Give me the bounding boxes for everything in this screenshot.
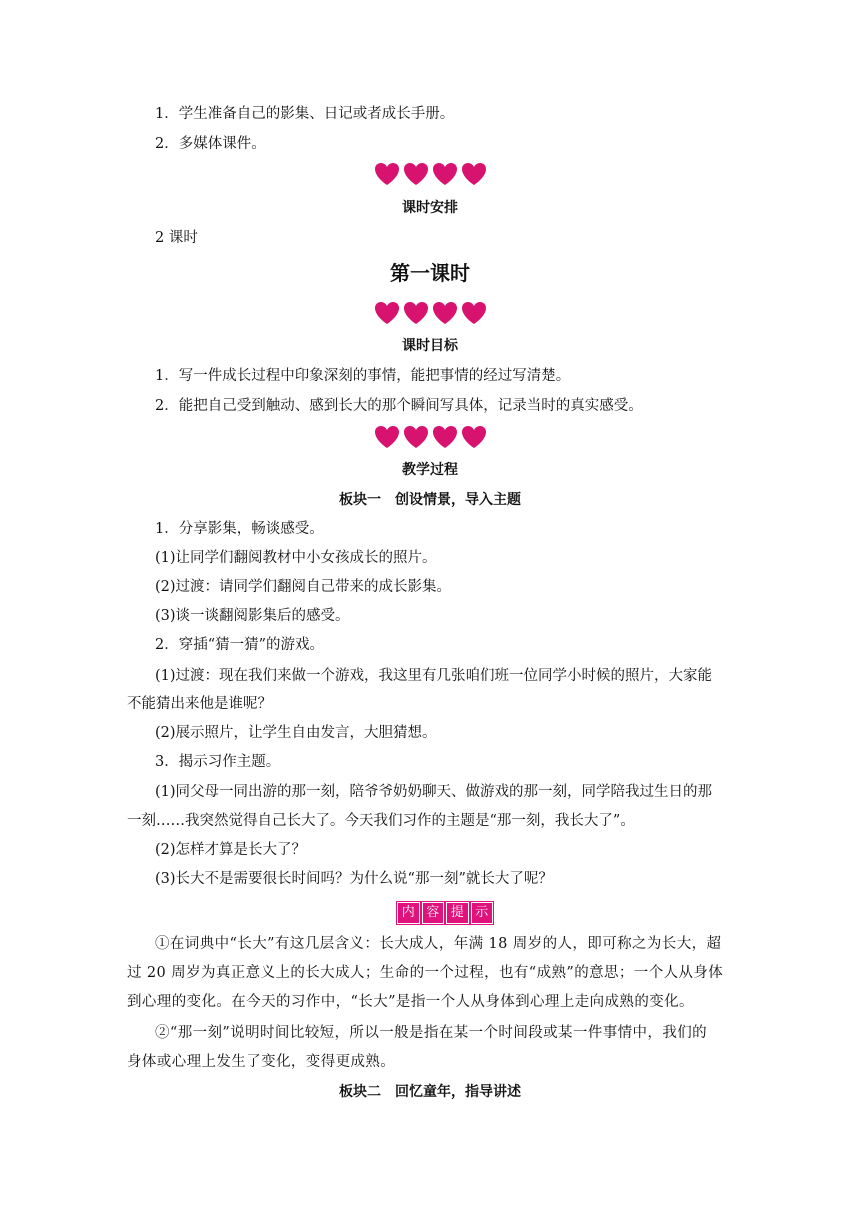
- goal-1: 1．写一件成长过程中印象深刻的事情，能把事情的经过写清楚。: [155, 368, 571, 384]
- heart-icon: [403, 301, 429, 325]
- block1-step-1c: (3)谈一谈翻阅影集后的感受。: [155, 608, 350, 624]
- block1-step-1: 1．分享影集，畅谈感受。: [155, 521, 324, 537]
- badge-char: 提: [446, 902, 469, 924]
- tip-para1-line3: 到心理的变化。在今天的习作中，“长大”是指一个人从身体到心理上走向成熟的变化。: [127, 994, 694, 1010]
- section-divider-hearts: [0, 162, 860, 186]
- badge-char: 内: [397, 902, 420, 924]
- goals-title: 课时目标: [402, 338, 458, 354]
- heart-icon: [403, 162, 429, 186]
- heart-icon: [432, 425, 458, 449]
- block1-step-1a: (1)让同学们翻阅教材中小女孩成长的照片。: [155, 550, 437, 566]
- content-tip-badge: [397, 902, 493, 924]
- prep-item-2: 2．多媒体课件。: [155, 136, 266, 152]
- tip-para1-line1: ①在词典中“长大”有这几层含义：长大成人，年满 18 周岁的人，即可称之为长大，超: [155, 936, 722, 952]
- block1-step-2a-line2: 不能猜出来他是谁呢？: [127, 696, 272, 712]
- block2-title: 板块二 回忆童年，指导讲述: [339, 1084, 521, 1100]
- block1-step-3a-line1: (1)同父母一同出游的那一刻，陪爷爷奶奶聊天、做游戏的那一刻，同学陪我过生日的那: [155, 784, 713, 800]
- tip-para2-line1: ②“那一刻”说明时间比较短，所以一般是指在某一个时间段或某一件事情中，我们的: [155, 1025, 708, 1041]
- block1-step-3c: (3)长大不是需要很长时间吗？为什么说“那一刻”就长大了呢？: [155, 871, 553, 887]
- block1-step-3b: (2)怎样才算是长大了？: [155, 842, 307, 858]
- block1-step-3a-line2: 一刻……我突然觉得自己长大了。今天我们习作的主题是“那一刻，我长大了”。: [127, 813, 635, 829]
- lesson-title: 第一课时: [390, 261, 470, 285]
- section-divider-hearts: [0, 425, 860, 449]
- heart-icon: [403, 425, 429, 449]
- schedule-title: 课时安排: [402, 200, 458, 216]
- schedule-text: 2 课时: [155, 230, 198, 246]
- block1-step-2: 2．穿插“猜一猜”的游戏。: [155, 637, 325, 653]
- prep-item-1: 1．学生准备自己的影集、日记或者成长手册。: [155, 106, 455, 122]
- tip-para1-line2: 过 20 周岁为真正意义上的长大成人；生命的一个过程，也有“成熟”的意思；一个人从身体: [127, 965, 724, 981]
- heart-icon: [461, 301, 487, 325]
- block1-step-1b: (2)过渡：请同学们翻阅自己带来的成长影集。: [155, 579, 452, 595]
- block1-title: 板块一 创设情景，导入主题: [339, 492, 521, 508]
- heart-icon: [432, 162, 458, 186]
- process-title: 教学过程: [402, 462, 458, 478]
- heart-icon: [374, 425, 400, 449]
- badge-char: 容: [422, 902, 445, 924]
- block1-step-3: 3．揭示习作主题。: [155, 754, 281, 770]
- section-divider-hearts: [0, 301, 860, 325]
- goal-2: 2．能把自己受到触动、感到长大的那个瞬间写具体，记录当时的真实感受。: [155, 398, 643, 414]
- heart-icon: [374, 162, 400, 186]
- heart-icon: [461, 425, 487, 449]
- heart-icon: [432, 301, 458, 325]
- tip-para2-line2: 身体或心理上发生了变化，变得更成熟。: [127, 1054, 396, 1070]
- heart-icon: [374, 301, 400, 325]
- heart-icon: [461, 162, 487, 186]
- block1-step-2b: (2)展示照片，让学生自由发言，大胆猜想。: [155, 725, 437, 741]
- badge-char: 示: [471, 902, 494, 924]
- block1-step-2a-line1: (1)过渡：现在我们来做一个游戏，我这里有几张咱们班一位同学小时候的照片，大家能: [155, 668, 713, 684]
